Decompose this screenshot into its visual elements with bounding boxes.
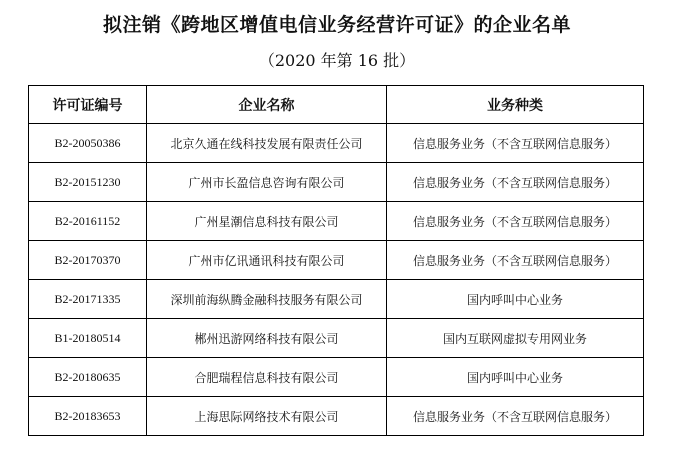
company-name-cell: 北京久通在线科技发展有限责任公司	[147, 124, 387, 163]
header-license-number: 许可证编号	[29, 86, 147, 124]
service-type-cell: 国内互联网虚拟专用网业务	[387, 319, 644, 358]
table-header-row	[29, 86, 644, 124]
service-type-cell: 信息服务业务（不含互联网信息服务）	[387, 202, 644, 241]
service-type-cell: 信息服务业务（不含互联网信息服务）	[387, 397, 644, 436]
license-number-cell: B2-20050386	[29, 124, 147, 163]
header-company-name: 企业名称	[147, 86, 387, 124]
company-name-cell: 广州星潮信息科技有限公司	[147, 202, 387, 241]
company-name-cell: 深圳前海纵腾金融科技服务有限公司	[147, 280, 387, 319]
table-row	[29, 163, 644, 202]
document-subtitle: （2020 年第 16 批）	[258, 51, 416, 70]
company-name-cell: 合肥瑞程信息科技有限公司	[147, 358, 387, 397]
service-type-cell: 信息服务业务（不含互联网信息服务）	[387, 124, 644, 163]
license-number-cell: B2-20171335	[29, 280, 147, 319]
license-number-cell: B2-20151230	[29, 163, 147, 202]
license-number-cell: B1-20180514	[29, 319, 147, 358]
service-type-cell: 信息服务业务（不含互联网信息服务）	[387, 241, 644, 280]
company-name-cell: 广州市亿讯通讯科技有限公司	[147, 241, 387, 280]
service-type-cell: 国内呼叫中心业务	[387, 358, 644, 397]
table-row	[29, 397, 644, 436]
table-row	[29, 280, 644, 319]
license-number-cell: B2-20161152	[29, 202, 147, 241]
table-row	[29, 241, 644, 280]
table-row	[29, 124, 644, 163]
document-title: 拟注销《跨地区增值电信业务经营许可证》的企业名单	[102, 14, 571, 36]
company-name-cell: 上海思际网络技术有限公司	[147, 397, 387, 436]
license-number-cell: B2-20183653	[29, 397, 147, 436]
header-service-type: 业务种类	[387, 86, 644, 124]
company-name-cell: 广州市长盈信息咨询有限公司	[147, 163, 387, 202]
service-type-cell: 信息服务业务（不含互联网信息服务）	[387, 163, 644, 202]
table-row	[29, 319, 644, 358]
license-table	[28, 85, 644, 436]
table-row	[29, 358, 644, 397]
company-name-cell: 郴州迅游网络科技有限公司	[147, 319, 387, 358]
table-row	[29, 202, 644, 241]
service-type-cell: 国内呼叫中心业务	[387, 280, 644, 319]
license-number-cell: B2-20170370	[29, 241, 147, 280]
license-number-cell: B2-20180635	[29, 358, 147, 397]
